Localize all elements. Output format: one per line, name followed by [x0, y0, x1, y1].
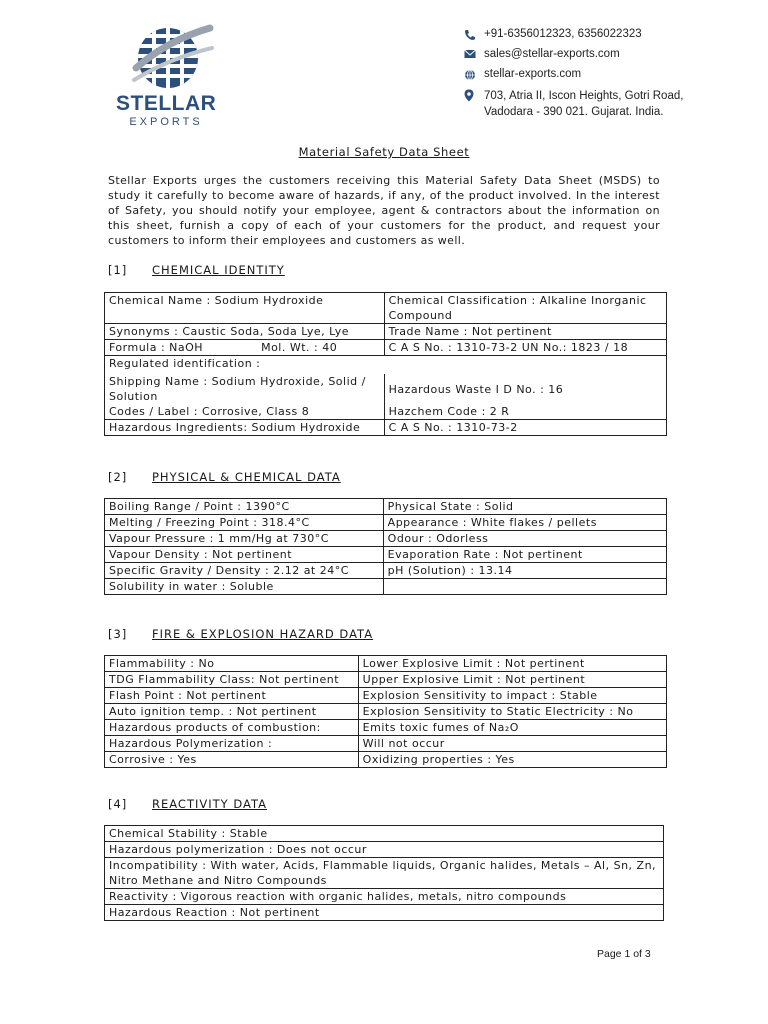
table-row — [105, 889, 664, 905]
table-row — [105, 547, 667, 563]
table-cell: TDG Flammability Class: Not pertinent — [105, 672, 359, 688]
table-row — [105, 752, 667, 768]
table-cell: Corrosive : Yes — [105, 752, 359, 768]
table-row — [105, 858, 664, 889]
table-cell: Oxidizing properties : Yes — [358, 752, 666, 768]
table-row — [105, 531, 667, 547]
table-row — [105, 563, 667, 579]
table-cell: Flash Point : Not pertinent — [105, 688, 359, 704]
page-number: Page 1 of 3 — [597, 948, 651, 960]
phone-number[interactable]: +91-6356012323, 6356022323 — [484, 28, 642, 40]
table-cell: Vapour Pressure : 1 mm/Hg at 730°C — [105, 531, 384, 547]
table-cell: Flammability : No — [105, 656, 359, 672]
table-row — [105, 374, 667, 404]
table-row — [105, 905, 664, 921]
table-cell: Explosion Sensitivity to impact : Stable — [358, 688, 666, 704]
document-title: Material Safety Data Sheet — [298, 145, 470, 159]
website-link[interactable]: stellar-exports.com — [484, 68, 582, 80]
section-label: REACTIVITY DATA — [152, 797, 267, 811]
table-cell: Regulated identification : — [105, 356, 667, 375]
table-row — [105, 688, 667, 704]
table-cell: Will not occur — [358, 736, 666, 752]
table-cell — [383, 579, 666, 595]
table-cell: Hazardous products of combustion: — [105, 720, 359, 736]
table-cell: Lower Explosive Limit : Not pertinent — [358, 656, 666, 672]
table-row — [105, 420, 667, 436]
section-label: FIRE & EXPLOSION HAZARD DATA — [152, 627, 374, 641]
table-row — [105, 404, 667, 420]
brand-name: STELLAR — [116, 92, 217, 115]
table-cell: Physical State : Solid — [383, 499, 666, 515]
table-cell: Emits toxic fumes of Na₂O — [358, 720, 666, 736]
section-label: CHEMICAL IDENTITY — [152, 263, 285, 277]
table-row — [105, 499, 667, 515]
address-line-2: Vadodara - 390 021. Gujarat. India. — [484, 106, 664, 118]
table-row — [105, 656, 667, 672]
contact-block — [464, 28, 683, 122]
section-4-heading — [108, 797, 267, 811]
table-cell: Reactivity : Vigorous reaction with organic halides, metals, nitro compounds — [105, 889, 664, 905]
table-cell: Shipping Name : Sodium Hydroxide, Solid / Solution — [105, 374, 385, 404]
location-pin-icon — [464, 89, 484, 103]
email-link[interactable]: sales@stellar-exports.com — [484, 48, 620, 60]
table-row — [105, 842, 664, 858]
section-2-heading — [108, 470, 341, 484]
table-row — [105, 579, 667, 595]
address-line-1: 703, Atria II, Iscon Heights, Gotri Road, — [484, 90, 684, 102]
formula-text: Formula : NaOH — [109, 341, 204, 354]
intro-paragraph: Stellar Exports urges the customers receiving this Material Safety Data Sheet (MSDS) to study it carefully to become aware of hazards, if any, of the product involved. In the interest of Safety, you should notify your employee, agent & contractors about the information on this sheet, furnish a copy of each of your customers for the product, and request your customers to inform their employees and customers as well. — [108, 174, 660, 247]
table-cell: Boiling Range / Point : 1390°C — [105, 499, 384, 515]
table-cell: Chemical Stability : Stable — [105, 826, 664, 842]
section-label: PHYSICAL & CHEMICAL DATA — [152, 470, 341, 484]
table-cell: Hazchem Code : 2 R — [384, 404, 666, 420]
section-3-heading — [108, 627, 373, 641]
table-row — [105, 826, 664, 842]
physical-chemical-table — [104, 498, 667, 595]
table-row — [105, 736, 667, 752]
table-cell: Appearance : White flakes / pellets — [383, 515, 666, 531]
table-cell: Hazardous polymerization : Does not occur — [105, 842, 664, 858]
table-cell: C A S No. : 1310-73-2 — [384, 420, 666, 436]
table-cell: Chemical Name : Sodium Hydroxide — [105, 293, 385, 324]
table-cell: pH (Solution) : 13.14 — [383, 563, 666, 579]
globe-logo-icon — [130, 20, 214, 98]
table-row — [105, 293, 667, 324]
section-number: [1] — [108, 263, 128, 277]
table-row — [105, 672, 667, 688]
reactivity-table — [104, 825, 664, 921]
table-cell: Incompatibility : With water, Acids, Flammable liquids, Organic halides, Metals – Al, Sn, Zn, Nitro Methane and Nitro Compounds — [105, 858, 664, 889]
globe-icon — [464, 69, 484, 83]
table-cell: Hazardous Ingredients: Sodium Hydroxide — [105, 420, 385, 436]
fire-explosion-table — [104, 655, 667, 768]
table-cell: Auto ignition temp. : Not pertinent — [105, 704, 359, 720]
table-row — [105, 515, 667, 531]
mail-icon — [464, 49, 484, 63]
table-cell — [105, 340, 385, 356]
section-number: [3] — [108, 627, 128, 641]
section-number: [2] — [108, 470, 128, 484]
table-cell: Explosion Sensitivity to Static Electricity : No — [358, 704, 666, 720]
table-row — [105, 340, 667, 356]
table-cell: Specific Gravity / Density : 2.12 at 24°C — [105, 563, 384, 579]
table-row — [105, 324, 667, 340]
table-cell: Upper Explosive Limit : Not pertinent — [358, 672, 666, 688]
table-cell: C A S No. : 1310-73-2 UN No.: 1823 / 18 — [384, 340, 666, 356]
table-row — [105, 720, 667, 736]
table-cell: Solubility in water : Soluble — [105, 579, 384, 595]
section-number: [4] — [108, 797, 128, 811]
table-cell: Vapour Density : Not pertinent — [105, 547, 384, 563]
phone-icon — [464, 29, 484, 43]
table-row — [105, 704, 667, 720]
section-1-heading — [108, 263, 285, 277]
table-cell: Hazardous Polymerization : — [105, 736, 359, 752]
table-cell: Synonyms : Caustic Soda, Soda Lye, Lye — [105, 324, 385, 340]
chemical-identity-table — [104, 292, 667, 436]
table-cell: Trade Name : Not pertinent — [384, 324, 666, 340]
brand-subtitle: EXPORTS — [129, 116, 203, 128]
table-cell: Odour : Odorless — [383, 531, 666, 547]
table-cell: Evaporation Rate : Not pertinent — [383, 547, 666, 563]
table-cell: Melting / Freezing Point : 318.4°C — [105, 515, 384, 531]
table-cell: Chemical Classification : Alkaline Inorganic Compound — [384, 293, 666, 324]
table-cell: Hazardous Waste I D No. : 16 — [384, 374, 666, 404]
mol-wt-text: Mol. Wt. : 40 — [261, 341, 338, 354]
table-cell: Hazardous Reaction : Not pertinent — [105, 905, 664, 921]
table-row — [105, 356, 667, 375]
table-cell: Codes / Label : Corrosive, Class 8 — [105, 404, 385, 420]
